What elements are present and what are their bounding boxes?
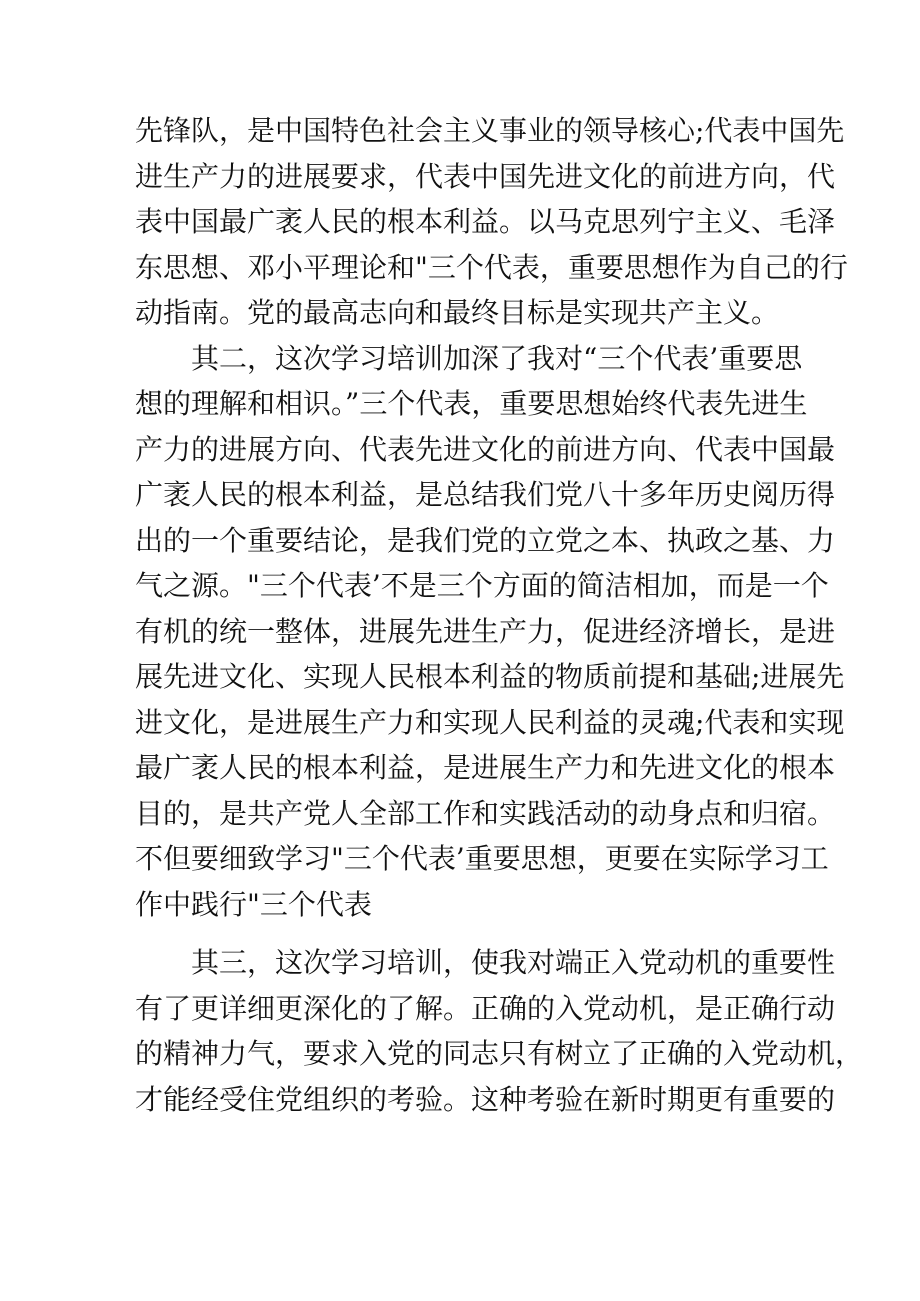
- text-line: 作中践行"三个代表: [135, 887, 372, 921]
- text-line: 气之源。"三个代表’不是三个方面的简洁相加，而是一个: [135, 569, 829, 602]
- paragraph: [135, 336, 845, 928]
- text-line: 进生产力的进展要求，代表中国先进文化的前进方向，代: [135, 159, 836, 193]
- text-line: 有了更详细更深化的了解。正确的入党动机，是正确行动: [135, 991, 836, 1025]
- text-line: 东思想、邓小平理论和"三个代表，重要思想作为自己的行: [135, 250, 848, 284]
- text-line: 的精神力气，要求入党的同志只有树立了正确的入党动机，: [135, 1037, 864, 1070]
- text-line: 其二，这次学习培训加深了我对“三个代表’重要思: [191, 341, 803, 375]
- text-line: 产力的进展方向、代表先进文化的前进方向、代表中国最: [135, 432, 836, 466]
- text-line: 表中国最广袤人民的根本利益。以马克思列宁主义、毛泽: [135, 205, 836, 238]
- paragraph: [135, 940, 864, 1122]
- text-line: 进文化，是进展生产力和实现人民利益的灵魂;代表和实现: [135, 705, 845, 739]
- text-line: 动指南。党的最高志向和最终目标是实现共产主义。: [135, 296, 780, 329]
- text-line: 先锋队，是中国特色社会主义事业的领导核心;代表中国先: [135, 114, 845, 147]
- document-body: [135, 108, 864, 1122]
- text-line: 最广袤人民的根本利益，是进展生产力和先进文化的根本: [135, 751, 836, 784]
- paragraph-spacer: [135, 927, 795, 940]
- text-line: 出的一个重要结论，是我们党的立党之本、执政之基、力: [135, 523, 836, 557]
- text-line: 想的理解和相识。”三个代表，重要思想始终代表先进生: [135, 387, 808, 420]
- paragraph: [135, 108, 848, 336]
- text-line: 展先进文化、实现人民根本利益的物质前提和基础;进展先: [135, 660, 845, 693]
- text-line: 有机的统一整体，进展先进生产力，促进经济增长，是进: [135, 614, 836, 648]
- text-line: 其三，这次学习培训，使我对端正入党动机的重要性: [191, 946, 836, 979]
- text-line: 不但要细致学习"三个代表’重要思想，更要在实际学习工: [135, 842, 829, 875]
- text-line: 才能经受住党组织的考验。这种考验在新时期更有重要的: [135, 1082, 836, 1116]
- text-line: 广袤人民的根本利益，是总结我们党八十多年历史阅历得: [135, 478, 836, 511]
- text-line: 目的，是共产党人全部工作和实践活动的动身点和归宿。: [135, 796, 836, 830]
